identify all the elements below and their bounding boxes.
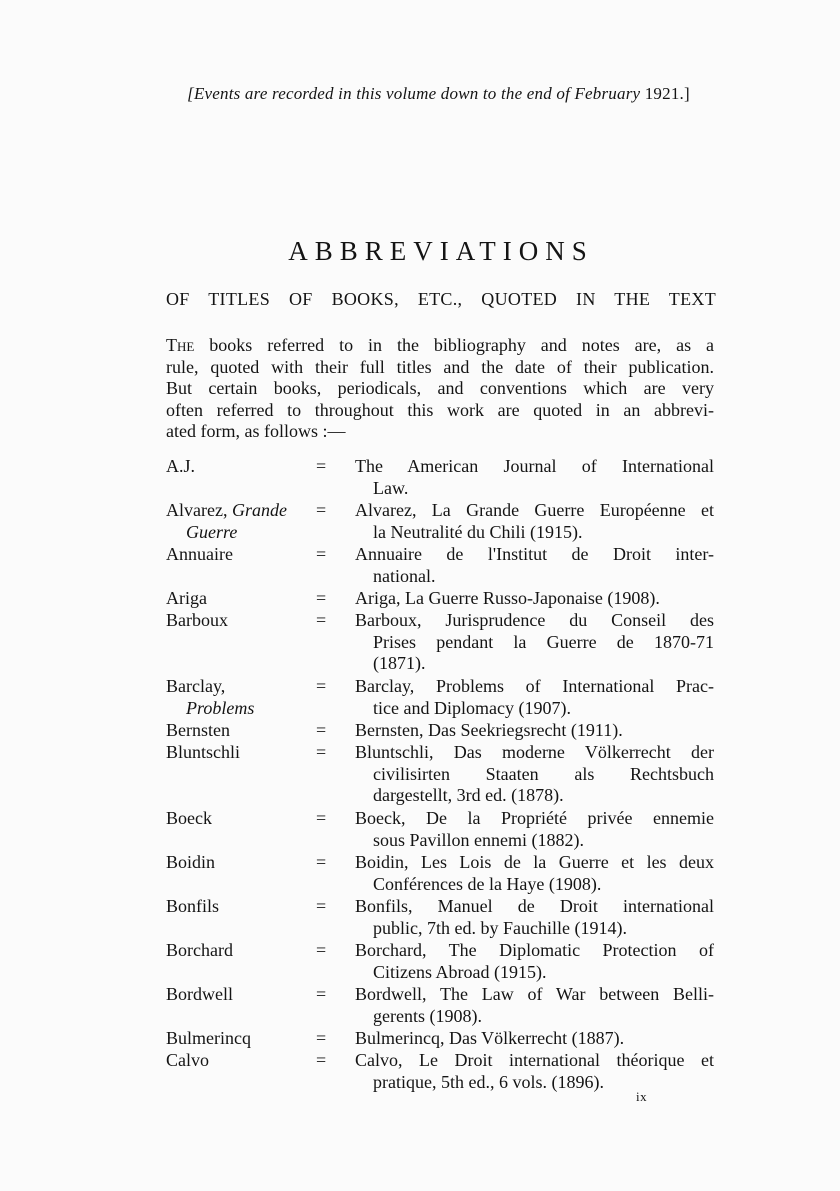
- equals-sign: =: [316, 1028, 327, 1048]
- entry-abbreviation: [166, 852, 304, 874]
- equals-sign: =: [316, 940, 327, 960]
- entry-abbreviation-line: [166, 896, 304, 918]
- entry-abbreviation: [166, 1050, 304, 1072]
- entry-reference: [355, 1028, 714, 1050]
- entry-abbreviation-line: [166, 456, 304, 478]
- entry-abbreviation: [166, 544, 304, 566]
- page-subtitle: OF TITLES OF BOOKS, ETC., QUOTED IN THE TEXT: [166, 289, 716, 309]
- entry-reference-line: Boeck, De la Propriété privée ennemie: [355, 808, 714, 828]
- entry-reference: [355, 896, 714, 939]
- entry-reference-line: (1871).: [373, 653, 426, 674]
- entry-abbreviation-line: [166, 720, 304, 742]
- entry-reference: [355, 742, 714, 807]
- entry-reference: [355, 456, 714, 499]
- equals-sign: =: [316, 852, 327, 872]
- entry-abbreviation-italic: Grande: [231, 500, 287, 520]
- entry-abbreviation-line: [166, 742, 304, 764]
- intro-line-4: often referred to throughout this work are quoted in an abbrevi-: [166, 399, 714, 420]
- equals-sign: =: [316, 610, 327, 630]
- entry-abbreviation: [166, 456, 304, 478]
- entry-reference-line: Bluntschli, Das moderne Völkerrecht der: [355, 742, 714, 762]
- intro-line-5: ated form, as follows :—: [166, 421, 346, 442]
- entry-reference: [355, 940, 714, 983]
- intro-line-2: rule, quoted with their full titles and the date of their publication.: [166, 356, 714, 377]
- entry-abbreviation-line: [166, 984, 304, 1006]
- entry-reference-line: Law.: [373, 477, 409, 498]
- entry-abbreviation-text: Bernsten: [166, 720, 230, 740]
- entry-reference-line: Citizens Abroad (1915).: [373, 961, 547, 982]
- entry-reference-line: Bordwell, The Law of War between Belli-: [355, 984, 714, 1004]
- entry-abbreviation-continued: Problems: [186, 697, 255, 718]
- entry-reference-line: gerents (1908).: [373, 1005, 482, 1026]
- entry-abbreviation-line: [166, 544, 304, 566]
- entry-abbreviation: [166, 1028, 304, 1050]
- entry-abbreviation-text: Bulmerincq: [166, 1028, 251, 1048]
- equals-sign: =: [316, 742, 327, 762]
- entry-abbreviation-text: Borchard: [166, 940, 233, 960]
- entry-reference-line: Alvarez, La Grande Guerre Européenne et: [355, 500, 714, 520]
- entry-reference-line: Calvo, Le Droit international théorique et: [355, 1050, 714, 1070]
- entry-abbreviation-line: [166, 676, 304, 698]
- entry-reference: [355, 588, 714, 610]
- entry-abbreviation: [166, 720, 304, 742]
- equals-sign: =: [316, 544, 327, 564]
- entry-abbreviation: [166, 500, 304, 543]
- entry-abbreviation: [166, 896, 304, 918]
- entry-abbreviation: [166, 588, 304, 610]
- entry-reference: [355, 500, 714, 543]
- entry-abbreviation-text: Annuaire: [166, 544, 233, 564]
- entry-reference: [355, 1050, 714, 1093]
- equals-sign: =: [316, 588, 327, 608]
- entry-abbreviation-line: [166, 588, 304, 610]
- entry-abbreviation-continued: Guerre: [186, 521, 238, 542]
- entry-reference-line: la Neutralité du Chili (1915).: [373, 521, 583, 542]
- entry-reference-line: dargestellt, 3rd ed. (1878).: [373, 785, 564, 806]
- entry-abbreviation-line: [166, 610, 304, 632]
- entry-reference: [355, 720, 714, 742]
- entry-reference: [355, 984, 714, 1027]
- intro-line-1-text: books referred to in the bibliography and notes are, as a: [209, 335, 714, 355]
- entry-abbreviation-text: Calvo: [166, 1050, 209, 1070]
- intro-line-3: But certain books, periodicals, and conventions which are very: [166, 378, 714, 399]
- entry-abbreviation-text: Ariga: [166, 588, 207, 608]
- entry-reference-line: Bulmerincq, Das Völkerrecht (1887).: [355, 1028, 625, 1048]
- entry-reference-line: Annuaire de l'Institut de Droit inter-: [355, 544, 714, 564]
- entry-reference-line: Bernsten, Das Seekriegsrecht (1911).: [355, 720, 623, 740]
- header-note-year: 1921: [644, 84, 680, 103]
- entry-abbreviation: [166, 610, 304, 632]
- entry-reference-line: Conférences de la Haye (1908).: [373, 873, 602, 894]
- entry-reference-line: Borchard, The Diplomatic Protection of: [355, 940, 714, 960]
- intro-paragraph: [166, 335, 714, 443]
- entry-reference-line: national.: [373, 565, 436, 586]
- intro-lead-word: The: [166, 335, 195, 355]
- entry-reference: [355, 676, 714, 719]
- entry-abbreviation-text: A.J.: [166, 456, 196, 476]
- entry-reference: [355, 808, 714, 851]
- entry-abbreviation-line: [166, 852, 304, 874]
- header-note-text: Events are recorded in this volume down to the end of February: [193, 84, 641, 103]
- header-note-open: [: [187, 84, 194, 103]
- entry-reference-line: sous Pavillon ennemi (1882).: [373, 829, 584, 850]
- equals-sign: =: [316, 456, 327, 476]
- entry-abbreviation-text: Bluntschli: [166, 742, 241, 762]
- entry-abbreviation: [166, 742, 304, 764]
- entry-abbreviation-line: [166, 1050, 304, 1072]
- entry-reference-line: Prises pendant la Guerre de 1870-71: [373, 631, 714, 652]
- intro-line-1: [166, 335, 714, 357]
- entry-reference-line: pratique, 5th ed., 6 vols. (1896).: [373, 1071, 604, 1092]
- page-number: ix: [636, 1089, 648, 1104]
- equals-sign: =: [316, 500, 327, 520]
- entry-reference-line: Barclay, Problems of International Prac-: [355, 676, 714, 696]
- entry-abbreviation-line: [166, 500, 304, 522]
- entry-abbreviation: [166, 676, 304, 719]
- equals-sign: =: [316, 720, 327, 740]
- entry-reference-line: Ariga, La Guerre Russo-Japonaise (1908).: [355, 588, 660, 608]
- equals-sign: =: [316, 676, 327, 696]
- entry-abbreviation-text: Boidin: [166, 852, 216, 872]
- entry-reference-line: tice and Diplomacy (1907).: [373, 697, 571, 718]
- entry-reference-line: Barboux, Jurisprudence du Conseil des: [355, 610, 714, 630]
- entry-reference: [355, 852, 714, 895]
- entry-reference: [355, 610, 714, 675]
- entry-abbreviation-text: Alvarez,: [166, 500, 228, 520]
- entry-reference-line: public, 7th ed. by Fauchille (1914).: [373, 917, 627, 938]
- equals-sign: =: [316, 1050, 327, 1070]
- entry-abbreviation: [166, 984, 304, 1006]
- entry-reference: [355, 544, 714, 587]
- entry-abbreviation: [166, 808, 304, 830]
- entry-abbreviation-line: [166, 940, 304, 962]
- entry-abbreviation-text: Bordwell: [166, 984, 233, 1004]
- equals-sign: =: [316, 896, 327, 916]
- entry-abbreviation: [166, 940, 304, 962]
- entry-reference-line: The American Journal of International: [355, 456, 714, 476]
- entry-reference-line: Boidin, Les Lois de la Guerre et les deux: [355, 852, 714, 872]
- equals-sign: =: [316, 984, 327, 1004]
- equals-sign: =: [316, 808, 327, 828]
- entry-reference-line: civilisirten Staaten als Rechtsbuch: [373, 763, 714, 784]
- header-note-close: .]: [679, 84, 690, 103]
- header-note: [0, 84, 840, 104]
- entry-reference-line: Bonfils, Manuel de Droit international: [355, 896, 714, 916]
- entry-abbreviation-text: Boeck: [166, 808, 212, 828]
- page-title: ABBREVIATIONS: [288, 236, 594, 266]
- entry-abbreviation-text: Barclay,: [166, 676, 226, 696]
- entry-abbreviation-line: [166, 1028, 304, 1050]
- entry-abbreviation-line: [166, 808, 304, 830]
- entry-abbreviation-text: Bonfils: [166, 896, 220, 916]
- entry-abbreviation-text: Barboux: [166, 610, 228, 630]
